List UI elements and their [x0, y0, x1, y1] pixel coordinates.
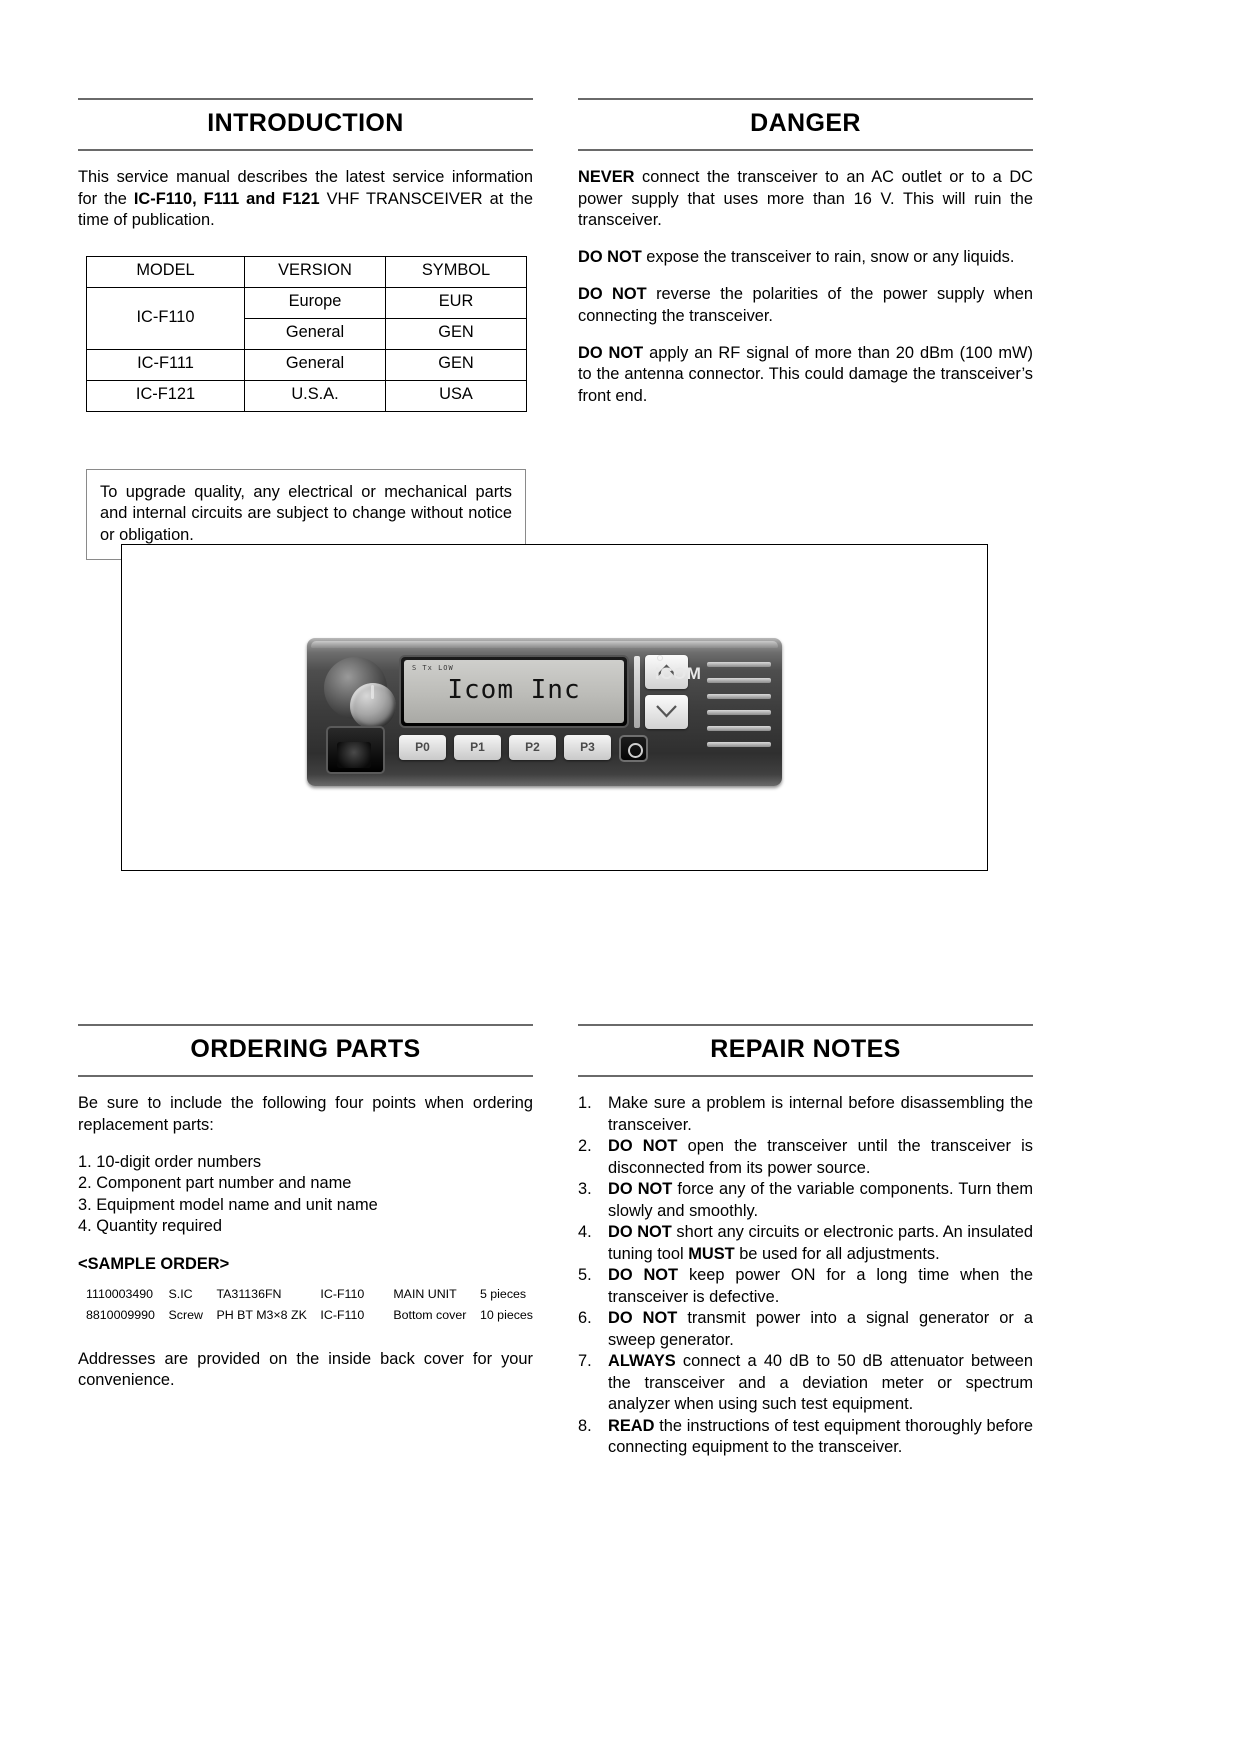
ordering-intro: Be sure to include the following four points when ordering replacement parts:: [78, 1094, 533, 1134]
table-row: [87, 380, 527, 411]
danger-lead-3: DO NOT: [578, 285, 647, 303]
cell-qty: 5 pieces: [479, 1286, 527, 1301]
list-item: 3. Equipment model name and unit name: [78, 1195, 378, 1214]
cell-spacer: [307, 1306, 321, 1327]
icom-brand-logo: ICOM: [655, 664, 702, 683]
cell-model: IC-F121: [87, 380, 245, 411]
header-model: MODEL: [87, 256, 245, 287]
ordering-points-list: [78, 1152, 533, 1238]
cell-part: PH BT M3×8 ZK: [216, 1307, 307, 1322]
grille-slot: [707, 678, 771, 683]
item-lead: ALWAYS: [608, 1352, 676, 1370]
cell-symbol: GEN: [386, 349, 527, 380]
sample-order-table: [86, 1285, 533, 1327]
item-lead: READ: [608, 1416, 655, 1435]
function-key-row: [399, 735, 648, 762]
cell-unit: Bottom cover: [393, 1307, 467, 1322]
grille-slot: [707, 710, 771, 715]
item-number: 1.: [578, 1094, 592, 1112]
header-symbol: SYMBOL: [386, 256, 527, 287]
list-item: [578, 1222, 1033, 1265]
volume-knob-well: [324, 657, 387, 719]
list-item: [578, 1416, 1033, 1459]
danger-paragraph-3: [578, 284, 1033, 327]
item-lead: DO NOT: [608, 1180, 673, 1198]
list-item: 4. Quantity required: [78, 1217, 222, 1235]
danger-paragraph-4: [578, 343, 1033, 408]
cell-unit: MAIN UNIT: [393, 1286, 457, 1301]
cell-order-number: 1110003490: [86, 1286, 154, 1301]
list-item: [578, 1308, 1033, 1351]
cell-spacer: [364, 1306, 393, 1327]
item-lead: DO NOT: [608, 1223, 672, 1241]
table-row: [87, 287, 527, 318]
item-lead: DO NOT: [608, 1137, 678, 1155]
table-row: [86, 1285, 533, 1306]
danger-paragraph-2: [578, 247, 1033, 269]
notice-text: To upgrade quality, any electrical or mechanical parts and internal circuits are subject to change without notice or obligation.: [100, 482, 512, 544]
cell-spacer: [155, 1306, 169, 1327]
microphone-jack-icon: [326, 726, 385, 774]
item-text: the instructions of test equipment thoroughly before connecting equipment to the transceiver.: [608, 1416, 1033, 1456]
list-item: [578, 1093, 1033, 1136]
ordering-closing: Addresses are provided on the inside back cover for your convenience.: [78, 1349, 533, 1389]
item-number: 7.: [578, 1352, 592, 1370]
item-text: transmit power into a signal generator or a sweep generator.: [608, 1309, 1033, 1349]
cell-part: TA31136FN: [216, 1286, 282, 1301]
item-number: 5.: [578, 1266, 592, 1284]
lcd-status-icons: S Tx LOW: [412, 664, 454, 672]
danger-lead-2: DO NOT: [578, 248, 642, 266]
cell-version: U.S.A.: [245, 380, 386, 411]
list-item: [578, 1136, 1033, 1179]
table-row: [86, 1306, 533, 1327]
function-key-p3[interactable]: P3: [564, 735, 611, 760]
cell-spacer: [203, 1285, 217, 1306]
function-key-p2[interactable]: P2: [509, 735, 556, 760]
item-text-4: short any circuits or electronic parts. An insulated tuning tool MUST be used for all adjustments.: [608, 1223, 1033, 1263]
repair-notes-list: [578, 1093, 1033, 1459]
volume-knob-icon[interactable]: [350, 683, 396, 729]
grille-slot: [707, 726, 771, 731]
item-text: open the transceiver until the transceiver is disconnected from its power source.: [608, 1137, 1033, 1177]
danger-rest-3: reverse the polarities of the power supply when connecting the transceiver.: [578, 285, 1033, 325]
repair-notes-heading: REPAIR NOTES: [578, 1024, 1033, 1077]
lcd-display-text: Icom Inc: [447, 675, 581, 705]
list-item: [578, 1179, 1033, 1222]
item-text: force any of the variable components. Turn them slowly and smoothly.: [608, 1180, 1033, 1220]
danger-rest-4: apply an RF signal of more than 20 dBm (100 mW) to the antenna connector. This could damage the transceiver’s front end.: [578, 343, 1033, 405]
cell-symbol: GEN: [386, 318, 527, 349]
model-names-bold: IC-F110, F111 and F121: [133, 189, 320, 208]
list-item: [578, 1265, 1033, 1308]
down-arrow-icon[interactable]: [645, 695, 688, 729]
cell-version: Europe: [245, 287, 386, 318]
introduction-heading: INTRODUCTION: [78, 98, 533, 151]
cell-type: S.IC: [168, 1286, 193, 1301]
item-number: 3.: [578, 1180, 592, 1198]
cell-spacer: [466, 1285, 480, 1306]
ordering-parts-heading: ORDERING PARTS: [78, 1024, 533, 1077]
cell-model: IC-F110: [320, 1286, 365, 1301]
danger-paragraph-1: [578, 167, 1033, 232]
item-number: 8.: [578, 1416, 592, 1435]
key-divider: [634, 656, 640, 728]
cell-symbol: EUR: [386, 287, 527, 318]
danger-rest-2: expose the transceiver to rain, snow or any liquids.: [641, 248, 1015, 266]
lcd-screen: [404, 660, 624, 723]
cell-version: General: [245, 349, 386, 380]
header-version: VERSION: [245, 256, 386, 287]
item-text: keep power ON for a long time when the transceiver is defective.: [608, 1266, 1033, 1306]
item-lead: DO NOT: [608, 1266, 679, 1284]
icom-logo-dot-icon: [657, 655, 663, 661]
item-text: connect a 40 dB to 50 dB attenuator between the transceiver and a deviation meter or spectrum analyzer when using such test equipment.: [608, 1352, 1033, 1413]
cell-spacer: [466, 1306, 480, 1327]
cell-spacer: [203, 1306, 217, 1327]
item-number: 6.: [578, 1309, 592, 1327]
danger-heading: DANGER: [578, 98, 1033, 151]
product-photo-frame: [121, 544, 988, 871]
cell-model: IC-F110: [87, 287, 245, 349]
list-item: [578, 1351, 1033, 1416]
grille-slot: [707, 662, 771, 667]
power-button-icon[interactable]: [619, 735, 648, 762]
function-key-p0[interactable]: P0: [399, 735, 446, 760]
cell-spacer: [364, 1285, 393, 1306]
item-inline-bold: MUST: [688, 1244, 735, 1263]
cell-symbol: USA: [386, 380, 527, 411]
repair-notes-section: [578, 1024, 1033, 1459]
item-number: 4.: [578, 1223, 592, 1241]
cell-model: IC-F111: [87, 349, 245, 380]
introduction-section: [78, 98, 533, 560]
cell-model: IC-F110: [320, 1307, 365, 1322]
model-version-table: [86, 256, 527, 412]
danger-section: [578, 98, 1033, 407]
grille-slot: [707, 742, 771, 747]
danger-lead-4: DO NOT: [578, 343, 644, 362]
cell-qty: 10 pieces: [479, 1307, 533, 1322]
danger-rest-1: connect the transceiver to an AC outlet or to a DC power supply that uses more than 16 V. This will ruin the transceiver.: [578, 168, 1033, 229]
grille-slot: [707, 694, 771, 699]
introduction-paragraph: This service manual describes the latest service information for the IC-F110, F111 and F121 VHF TRANSCEIVER at the time of publication.: [78, 168, 533, 229]
ordering-parts-section: [78, 1024, 533, 1392]
danger-lead-1: NEVER: [578, 168, 635, 186]
table-row: [87, 349, 527, 380]
speaker-grille: [707, 662, 771, 762]
cell-version: General: [245, 318, 386, 349]
item-lead: DO NOT: [608, 1309, 678, 1327]
cell-type: Screw: [168, 1307, 203, 1322]
cell-order-number: 8810009990: [86, 1307, 155, 1322]
transceiver-illustration: [307, 638, 782, 788]
sample-order-heading: <SAMPLE ORDER>: [78, 1254, 230, 1273]
cell-spacer: [155, 1285, 169, 1306]
lcd-bezel: [399, 655, 629, 728]
function-key-p1[interactable]: P1: [454, 735, 501, 760]
list-item: 1. 10-digit order numbers: [78, 1152, 262, 1171]
list-item: 2. Component part number and name: [78, 1174, 352, 1192]
item-number: 2.: [578, 1137, 592, 1155]
item-text: Make sure a problem is internal before disassembling the transceiver.: [608, 1094, 1033, 1134]
table-header-row: [87, 256, 527, 287]
cell-spacer: [307, 1285, 321, 1306]
